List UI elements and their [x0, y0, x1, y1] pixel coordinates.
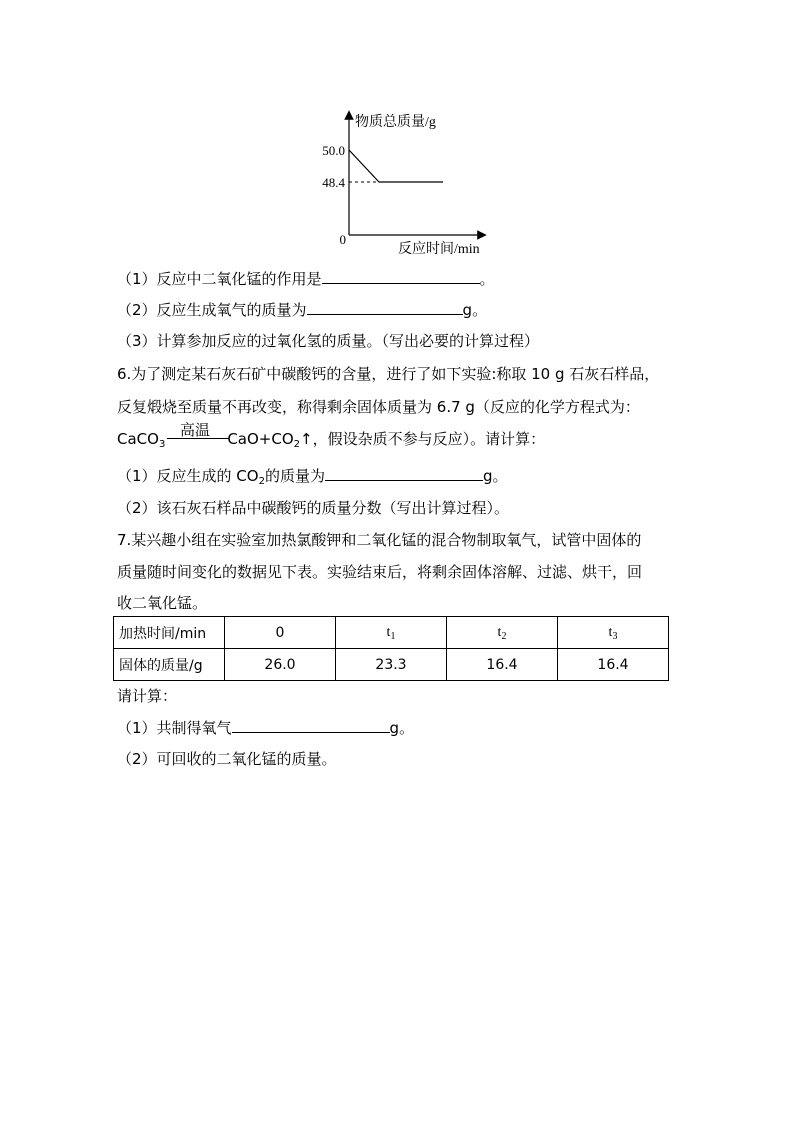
mass-time-graph — [0, 0, 794, 265]
q7-part1-end: g。 — [389, 719, 415, 737]
answer-blank[interactable] — [307, 300, 463, 315]
q7-part1 — [117, 717, 414, 739]
q6-line2: 反复煅烧至质量不再改变，称得剩余固体质量为 6.7 g（反应的化学方程式为： — [117, 398, 640, 416]
q5-part2-end: g。 — [462, 301, 488, 319]
mass-time-table — [113, 616, 669, 681]
table-cell: $t_1$ — [336, 617, 447, 649]
table-row — [114, 617, 669, 649]
q6-line1: 6.为了测定某石灰石矿中碳酸钙的含量，进行了如下实验:称取 10 g 石灰石样品， — [117, 365, 660, 383]
table-cell: $t_3$ — [558, 617, 669, 649]
table-cell: 23.3 — [336, 649, 447, 681]
q7-part2: （2）可回收的二氧化锰的质量。 — [117, 750, 337, 768]
x-axis-label: 反应时间/min — [398, 242, 480, 257]
eq-arrow-bar — [167, 438, 229, 439]
table-cell: 26.0 — [225, 649, 336, 681]
table-header-cell: 加热时间/min — [114, 617, 225, 649]
answer-blank[interactable] — [322, 269, 480, 284]
table-cell: 0 — [225, 617, 336, 649]
eq-reactant: CaCO — [117, 430, 159, 448]
eq-reactant-sub: 3 — [158, 439, 166, 450]
q5-part2-text: （2）反应生成氧气的质量为 — [117, 301, 307, 319]
table-row — [114, 649, 669, 681]
mass-curve — [349, 150, 443, 182]
q5-part1 — [117, 268, 495, 290]
answer-blank[interactable] — [232, 718, 390, 733]
table-cell: 16.4 — [558, 649, 669, 681]
q6-part1-end: g。 — [482, 467, 508, 485]
table-cell: $t_2$ — [447, 617, 558, 649]
q5-part1-end: 。 — [479, 270, 495, 288]
q7-line2: 质量随时间变化的数据见下表。实验结束后，将剩余固体溶解、过滤、烘干，回 — [117, 563, 643, 581]
q6-part1-sub: 2 — [258, 476, 265, 487]
table-cell: 16.4 — [447, 649, 558, 681]
table-header-cell: 固体的质量/g — [114, 649, 225, 681]
q7-prompt: 请计算： — [117, 687, 178, 705]
eq-condition: 高温 — [180, 421, 211, 439]
y-tick-48-4: 48.4 — [322, 175, 345, 190]
answer-blank[interactable] — [325, 466, 483, 481]
q6-part1-text: （1）反应生成的 CO — [117, 467, 259, 485]
eq-product-sub: 2 — [293, 439, 301, 450]
q5-part1-text: （1）反应中二氧化锰的作用是 — [117, 270, 322, 288]
q6-part1 — [117, 465, 508, 487]
y-tick-50: 50.0 — [322, 143, 345, 158]
q7-line3: 收二氧化锰。 — [117, 594, 208, 612]
q7-line1: 7.某兴趣小组在实验室加热氯酸钾和二氧化锰的混合物制取氧气，试管中固体的 — [117, 531, 642, 549]
q6-part1-text2: 的质量为 — [264, 467, 325, 485]
q5-part2 — [117, 299, 487, 321]
origin-label: 0 — [339, 232, 346, 247]
eq-product: CaO+CO — [227, 430, 294, 448]
eq-tail: ↑，假设杂质不参与反应）。请计算： — [300, 430, 546, 448]
q5-part3: （3）计算参加反应的过氧化氢的质量。（写出必要的计算过程） — [117, 332, 540, 350]
y-axis-label: 物质总质量/g — [355, 115, 436, 130]
q7-part1-text: （1）共制得氧气 — [117, 719, 232, 737]
q6-part2: （2）该石灰石样品中碳酸钙的质量分数（写出计算过程）。 — [117, 499, 510, 517]
